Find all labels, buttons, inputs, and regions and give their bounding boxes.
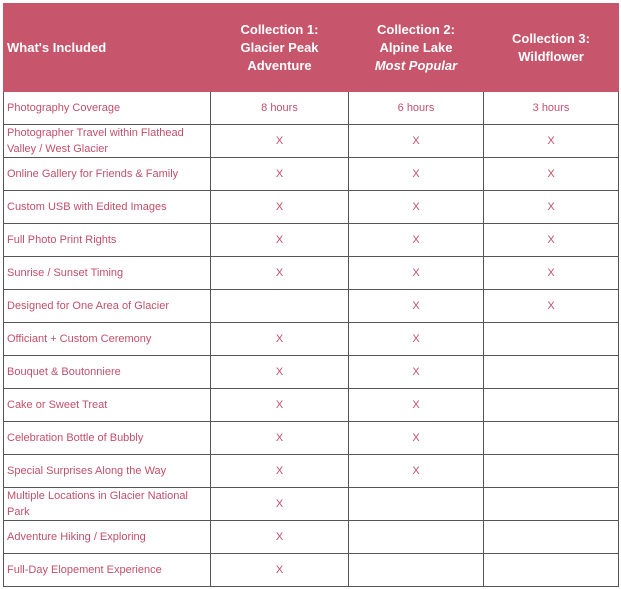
collection-3-cell: [484, 356, 619, 389]
table-row: [4, 389, 619, 422]
collection-2-cell: X: [349, 455, 484, 488]
collection-2-title: Collection 2:: [376, 21, 455, 37]
collection-1-cell: X: [211, 455, 349, 488]
feature-label: Full Photo Print Rights: [4, 224, 211, 257]
collection-3-cell: X: [484, 257, 619, 290]
feature-label: Multiple Locations in Glacier National Park: [4, 488, 211, 521]
header-collection-3: [484, 4, 619, 92]
collection-1-cell: X: [211, 323, 349, 356]
table-row: [4, 455, 619, 488]
feature-label: Celebration Bottle of Bubbly: [4, 422, 211, 455]
collection-1-cell: X: [211, 422, 349, 455]
table-row: [4, 323, 619, 356]
collection-3-cell: 3 hours: [484, 92, 619, 125]
collection-2-cell: X: [349, 323, 484, 356]
header-whats-included: What's Included: [4, 4, 211, 92]
collection-1-cell: [211, 290, 349, 323]
collection-3-title: Collection 3:: [511, 30, 590, 46]
collection-2-most-popular-tag: Most Popular: [374, 57, 458, 73]
collection-1-cell: X: [211, 356, 349, 389]
collection-2-cell: [349, 554, 484, 587]
collection-3-cell: [484, 488, 619, 521]
table-row: [4, 554, 619, 587]
feature-label: Photographer Travel within Flathead Valley / West Glacier: [4, 125, 211, 158]
feature-label: Full-Day Elopement Experience: [4, 554, 211, 587]
table-row: [4, 521, 619, 554]
table-row: [4, 224, 619, 257]
collection-2-cell: 6 hours: [349, 92, 484, 125]
collection-2-cell: X: [349, 158, 484, 191]
collection-3-cell: [484, 422, 619, 455]
collection-3-cell: [484, 389, 619, 422]
collection-2-cell: X: [349, 224, 484, 257]
collection-1-cell: 8 hours: [211, 92, 349, 125]
collection-2-cell: X: [349, 290, 484, 323]
table-row: [4, 92, 619, 125]
collection-2-cell: [349, 488, 484, 521]
collection-1-cell: X: [211, 158, 349, 191]
collection-2-cell: X: [349, 191, 484, 224]
collection-1-cell: X: [211, 554, 349, 587]
header-collection-1: [211, 4, 349, 92]
collection-1-title: Collection 1:: [240, 21, 319, 37]
collection-1-cell: X: [211, 488, 349, 521]
collection-1-cell: X: [211, 257, 349, 290]
collection-2-cell: X: [349, 389, 484, 422]
collection-2-cell: X: [349, 422, 484, 455]
collection-2-cell: X: [349, 125, 484, 158]
collection-1-cell: X: [211, 389, 349, 422]
table-row: [4, 191, 619, 224]
collection-3-cell: [484, 554, 619, 587]
header-collection-2: [349, 4, 484, 92]
collections-comparison-table: [3, 3, 619, 587]
collection-3-cell: X: [484, 290, 619, 323]
collection-3-cell: [484, 323, 619, 356]
feature-label: Special Surprises Along the Way: [4, 455, 211, 488]
feature-label: Cake or Sweet Treat: [4, 389, 211, 422]
collection-2-cell: [349, 521, 484, 554]
collection-3-cell: [484, 521, 619, 554]
table-row: [4, 290, 619, 323]
feature-label: Officiant + Custom Ceremony: [4, 323, 211, 356]
feature-label: Online Gallery for Friends & Family: [4, 158, 211, 191]
collection-2-cell: X: [349, 356, 484, 389]
header-row: [4, 4, 619, 92]
feature-label: Adventure Hiking / Exploring: [4, 521, 211, 554]
collection-3-cell: X: [484, 191, 619, 224]
collection-1-cell: X: [211, 125, 349, 158]
collection-1-name-line2: Adventure: [247, 57, 312, 73]
collection-1-name-line1: Glacier Peak: [240, 39, 319, 55]
table-row: [4, 488, 619, 521]
table-row: [4, 356, 619, 389]
table-row: [4, 422, 619, 455]
feature-label: Sunrise / Sunset Timing: [4, 257, 211, 290]
collection-3-cell: X: [484, 158, 619, 191]
collection-3-cell: X: [484, 224, 619, 257]
collection-1-cell: X: [211, 191, 349, 224]
table-header: [4, 4, 619, 92]
feature-label: Photography Coverage: [4, 92, 211, 125]
collection-3-cell: X: [484, 125, 619, 158]
feature-label: Designed for One Area of Glacier: [4, 290, 211, 323]
collection-3-name: Wildflower: [518, 48, 584, 64]
collection-1-cell: X: [211, 521, 349, 554]
table-row: [4, 158, 619, 191]
collection-2-name: Alpine Lake: [379, 39, 453, 55]
table-row: [4, 125, 619, 158]
table-row: [4, 257, 619, 290]
feature-label: Custom USB with Edited Images: [4, 191, 211, 224]
collection-3-cell: [484, 455, 619, 488]
table-body: [4, 92, 619, 587]
collection-1-cell: X: [211, 224, 349, 257]
collection-2-cell: X: [349, 257, 484, 290]
feature-label: Bouquet & Boutonniere: [4, 356, 211, 389]
